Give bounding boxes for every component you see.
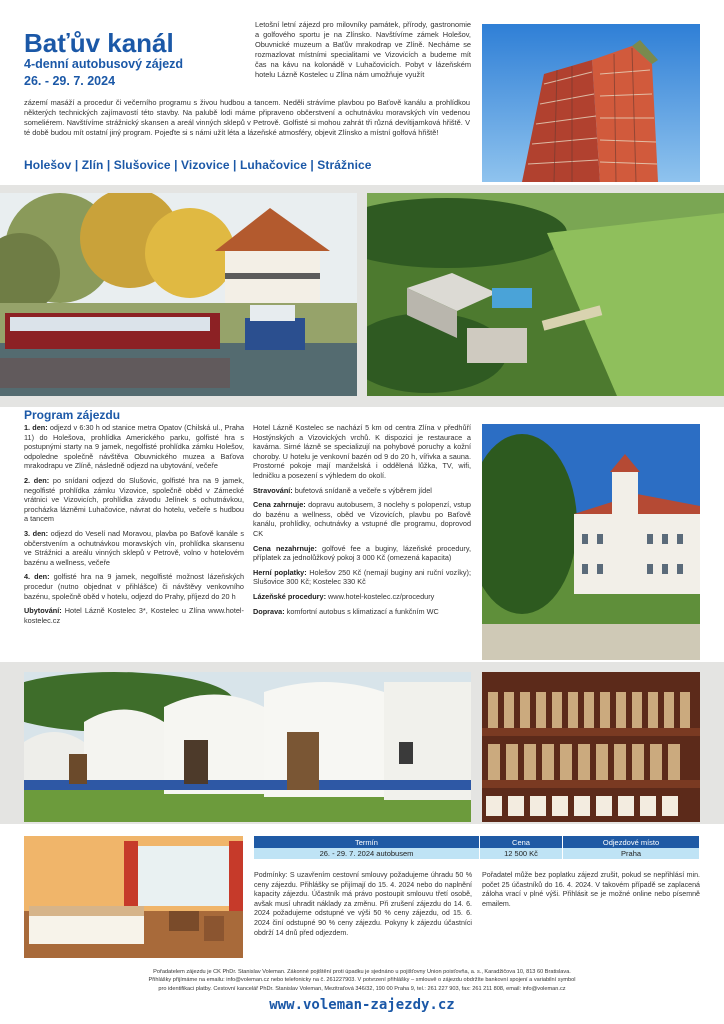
- day-text: po snídani odjezd do Slušovic, golfisté hra na 9 jamek, negolfisté prohlídka zámku Vizovice, společně oběd v Zámecké vrátnici ve Vizovicích, prohlídka závodu Jelínek s ochutnávkou, procházka lázněmi Luhačovice, návrat do hotelu, večeře s hudbou a tancem: [24, 475, 245, 524]
- includes-text: dopravu autobusem, 3 noclehy s polopenzí, vstup do bazénu a wellness, oběd ve Vizovicích, plavbu po Baťově kanálu, prohlídky, ochutnávky a vstupné dle programu, doprovod CK: [253, 500, 471, 538]
- accommodation-text: Hotel Lázně Kostelec 3*, Kostelec u Zlína www.hotel-kostelec.cz: [24, 606, 244, 625]
- includes-label: Cena zahrnuje:: [253, 500, 306, 510]
- day-text: odjezd v 6:30 h od stanice metra Opatov (Chilská ul., Praha 11) do Holešova, prohlídka Amerického parku, golfisté hra s postupnými starty na 9 jamek, negolfisté prohlídka zámku Holešov, odpoledne společně návštěva Obuvnického muzea a Baťova mrakodrapu ve Zlíně, následně odjezd na ubytování, večeře: [24, 423, 245, 471]
- intro-text-bottom: zázemí masáží a procedur či večerního programu s živou hudbou a tancem. Neděli strávíme plavbou po Baťově kanálu a prohlídkou některých technických zajímavostí této stavby. Na palubě lodi máme připraveno občerstvení a ochutnávku moravských vín vedenou someliérem. Navštívíme strážnický skansen a areál vinných sklepů v Petrově. Golfisté si mohou zahrát tři různá devítijamková hřiště. V té době budou mít ostatní jiný program. Pojeďte si s námi užít léta a lázeňské atmosféry, objevit Zlínsko a místní golfová hřiště!: [24, 98, 470, 138]
- excludes-text: golfové fee a buginy, lázeňské procedury, příplatek za jednolůžkový pokoj 3 000 Kč (omezená kapacita): [253, 543, 471, 563]
- footer-line: Přihlášky přijímáme na emailu: info@voleman.cz nebo telefonicky na č. 261227903. V potvrzení přihlášky – smlouvě o zájezdu obdržíte bankovní spojení a variabilní symbol: [148, 977, 576, 984]
- day-label: 4. den:: [24, 572, 50, 582]
- conditions-right: Pořadatel může bez poplatku zájezd zrušit, pokud se nepřihlásí min. počet 25 účastníků do 16. 4. 2024. V takovém případě se zaplacená záloha vrací v plné výši. Přihlásit se je možné online nebo písemně emailem.: [482, 871, 700, 908]
- accommodation-label: Ubytování:: [24, 606, 62, 616]
- meals-label: Stravování:: [253, 485, 293, 495]
- photo-hotel-room: [24, 836, 243, 958]
- photo-chateau: [482, 424, 700, 660]
- transport-info: [253, 607, 471, 617]
- program-day-3: [24, 529, 244, 567]
- hotel-description: Hotel Lázně Kostelec se nachází 5 km od centra Zlína v předhůří Hostýnských a Vizovických vrchů. K dispozici je restaurace a kavárna. Sirné lázně se specializují na pohybové poruchy a kožní choroby. U hotelu je venkovní bazén od 9 do 20 h, vířivka a sauna. Prostorné pokoje mají manželská i oddělená lůžka, TV, wifi, ledničku a posezení s výhledem do okolí.: [253, 423, 471, 480]
- price-table: [254, 836, 700, 859]
- conditions-left: Podmínky: S uzavřením cestovní smlouvy požadujeme úhradu 50 % ceny zájezdu. Přihlášky se přijímají do 15. 4. 2024 nebo do naplnění kapacity zájezdu. Účastník má právo postoupit smlouvu třetí osobě, avšak musí uhradit náklady za změnu. Při zrušení zájezdu do 14. 6. 2024 požadujeme odstupné ve výši 50 % ceny zájezdu, od 15. 6. 2024 činí odstupné 90 % ceny zájezdu. Pokyny k zájezdu účastníci obdrží 14 dnů před odjezdem.: [254, 871, 472, 937]
- footer-legal: [40, 968, 684, 993]
- day-text: golfisté hra na 9 jamek, negolfisté možnost lázeňských procedur (nutno objednat v přihlášce) či návštěvy venkovního bazénu, společně oběd v hotelu, odjezd do Prahy, příjezd do 20 h: [24, 572, 245, 601]
- transport-text: komfortní autobus s klimatizací a funkčním WC: [286, 606, 439, 616]
- price-table-term: 26. - 29. 7. 2024 autobusem: [254, 848, 479, 859]
- green-fees-label: Herní poplatky:: [253, 567, 307, 577]
- meals-text: bufetová snídaně a večeře s výběrem jídel: [294, 485, 432, 495]
- green-fees: [253, 568, 471, 587]
- footer-line: Pořadatelem zájezdu je CK PhDr. Stanislav Voleman. Zákonné pojištění proti úpadku je sjednáno u pojišťovny Union poisťovňa, a. s., Karadžičova 10, 813 60 Bratislava.: [153, 969, 571, 975]
- price-includes: [253, 500, 471, 538]
- price-table-departure: Praha: [563, 848, 700, 859]
- page-title: Baťův kanál: [24, 28, 174, 58]
- day-label: 1. den:: [24, 423, 48, 432]
- price-table-price: 12 500 Kč: [479, 848, 562, 859]
- trip-dates: 26. - 29. 7. 2024: [24, 74, 116, 88]
- green-fees-text: Holešov 250 Kč (nemají buginy ani ruční vozíky); Slušovice 300 Kč; Kostelec 330 Kč: [253, 567, 471, 587]
- price-table-header-departure: Odjezdové místo: [563, 836, 700, 848]
- price-table-header-term: Termín: [254, 836, 479, 848]
- footer-line: pro identifikaci platby. Cestovní kancelář PhDr. Stanislav Voleman, Mezitraťová 346/32, 190 00 Praha 9, tel.: 261 227 903, fax: 261 211 808, email: info@voleman.cz: [158, 985, 566, 992]
- intro-text-top: Letošní letní zájezd pro milovníky památek, přírody, gastronomie a golfového sportu je na Zlínsko. Navštívíme zámek Holešov, Obuvnické muzeum a Baťův mrakodrap ve Zlíně. Necháme se rozmazlovat místními specialitami ve Vizovicích a budeme mít čas na kávu na kolonádě v Luhačovicích. Pobyt v lázeňském hotelu Lázně Kostelec u Zlína nám umožňuje využít: [255, 20, 471, 80]
- website-link[interactable]: www.voleman-zajezdy.cz: [269, 997, 455, 1013]
- program-day-4: [24, 572, 244, 601]
- program-day-1: [24, 423, 244, 471]
- program-title: Program zájezdu: [24, 408, 121, 422]
- spa-link[interactable]: www.hotel-kostelec.cz/procedury: [328, 591, 435, 601]
- day-label: 3. den:: [24, 528, 49, 538]
- places-list: Holešov | Zlín | Slušovice | Vizovice | Luhačovice | Strážnice: [24, 158, 372, 172]
- table-row: [254, 848, 700, 859]
- spa-label: Lázeňské procedury:: [253, 591, 326, 601]
- price-excludes: [253, 544, 471, 563]
- transport-label: Doprava:: [253, 606, 285, 616]
- price-table-header-price: Cena: [479, 836, 562, 848]
- trip-details: [253, 423, 471, 621]
- meals-info: [253, 486, 471, 496]
- program-day-2: [24, 476, 244, 524]
- photo-wine-cellars: [24, 672, 471, 822]
- day-text: odjezd do Veselí nad Moravou, plavba po Baťově kanále s občerstvením a ochutnávkou moravských vín, prohlídka skansenu ve Strážnici a areálu vinných sklepů v Petrově, volno v hotelovém bazénu a wellness, večeře: [24, 528, 245, 567]
- photo-bata-skyscraper: [482, 24, 700, 182]
- photo-hotel-aerial: [367, 193, 724, 396]
- program-days: [24, 423, 244, 630]
- photo-canal-boat: [0, 193, 357, 396]
- excludes-label: Cena nezahrnuje:: [253, 543, 317, 553]
- trip-subtitle: 4-denní autobusový zájezd: [24, 57, 184, 71]
- accommodation-info: [24, 606, 244, 625]
- day-label: 2. den:: [24, 475, 50, 485]
- photo-bottles: [482, 672, 700, 822]
- spa-procedures: [253, 592, 471, 602]
